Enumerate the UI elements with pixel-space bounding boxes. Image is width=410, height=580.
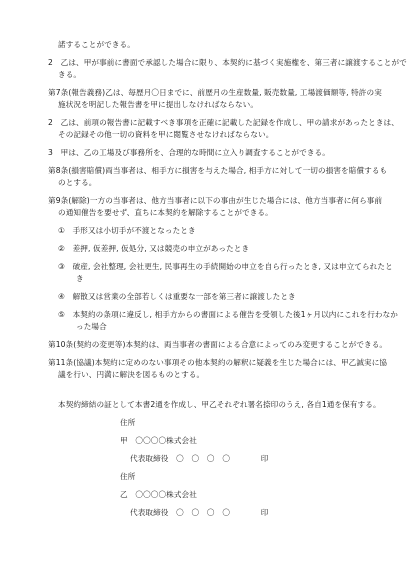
article-7-cont: 施状況を明記した報告書を甲に提出しなければならない。 <box>58 100 259 109</box>
article-9-item-5-cont: った場合 <box>76 322 107 331</box>
party-a-representative: 代表取締役 〇 〇 〇 〇 印 <box>130 454 269 463</box>
continuation-line: 諾することができる。 <box>58 40 135 49</box>
article-9-heading: 第9条(解除)一方の当事者は、他方当事者に以下の事由が生じた場合には、他方当事者に何ら事前 <box>48 196 383 205</box>
party-b-company: 乙 〇〇〇〇株式会社 <box>120 490 197 499</box>
article-7-paragraph-2-cont: その記録その他一切の資料を甲に閲覧させなければならない。 <box>58 130 274 139</box>
article-11-heading: 第11条(協議)本契約に定めのない事項その他本契約の解釈に疑義を生じた場合には、甲乙誠実に協 <box>48 358 388 367</box>
article-8-cont: のとする。 <box>58 178 97 187</box>
article-11-cont: 議を行い、円満に解決を図るものとする。 <box>58 370 205 379</box>
clause-6-paragraph-2: 2 乙は、甲が事前に書面で承認した場合に限り、本契約に基づく実施権を、第三者に譲渡することがで <box>48 58 407 67</box>
article-8-heading: 第8条(損害賠償)両当事者は、相手方に損害を与えた場合, 相手方に対して一切の損害を賠償するも <box>48 166 388 175</box>
article-7-paragraph-2: 2 乙は、前項の報告書に記載すべき事項を正確に記載した記録を作成し、甲の請求があったときは、 <box>48 118 399 127</box>
article-7-heading: 第7条(報告義務)乙は、毎歴月〇日までに、前歴月の生産数量, 販売数量, 工場渡価額等, 特許の実 <box>48 88 382 97</box>
clause-6-paragraph-2-cont: きる。 <box>58 70 82 79</box>
article-9-item-4: ④ 解散又は営業の全部若しくは重要な一部を第三者に譲渡したとき <box>58 292 296 301</box>
article-9-item-3-cont: き <box>76 274 84 283</box>
article-9-item-1: ① 手形又は小切手が不渡となったとき <box>58 226 196 235</box>
article-7-paragraph-3: 3 甲は、乙の工場及び事務所を、合理的な時間に立入り調査することができる。 <box>48 148 330 157</box>
article-9-cont: の通知催告を要せず、直ちに本契約を解除することができる。 <box>58 208 273 217</box>
party-b-representative: 代表取締役 〇 〇 〇 〇 印 <box>130 508 269 517</box>
article-9-item-5: ⑤ 本契約の条項に違反し, 相手方からの書面による催告を受領した後1ヶ月以内にこれを行わなか <box>58 310 398 319</box>
article-9-item-3: ③ 破産, 会社整理, 会社更生, 民事再生の手続開始の申立を自ら行ったとき, 又は申立てられたと <box>58 262 393 271</box>
party-a-company: 甲 〇〇〇〇株式会社 <box>120 436 197 445</box>
party-a-address-label: 住所 <box>120 418 136 427</box>
party-b-address-label: 住所 <box>120 472 136 481</box>
article-9-item-2: ② 差押, 仮差押, 仮処分, 又は競売の申立があったとき <box>58 244 250 253</box>
article-10-heading: 第10条(契約の変更等)本契約は、両当事者の書面による合意によってのみ変更することができる。 <box>48 340 388 349</box>
closing-statement: 本契約締結の証として本書2通を作成し、甲乙それぞれ署名捺印のうえ, 各自1通を保有する。 <box>58 400 381 409</box>
